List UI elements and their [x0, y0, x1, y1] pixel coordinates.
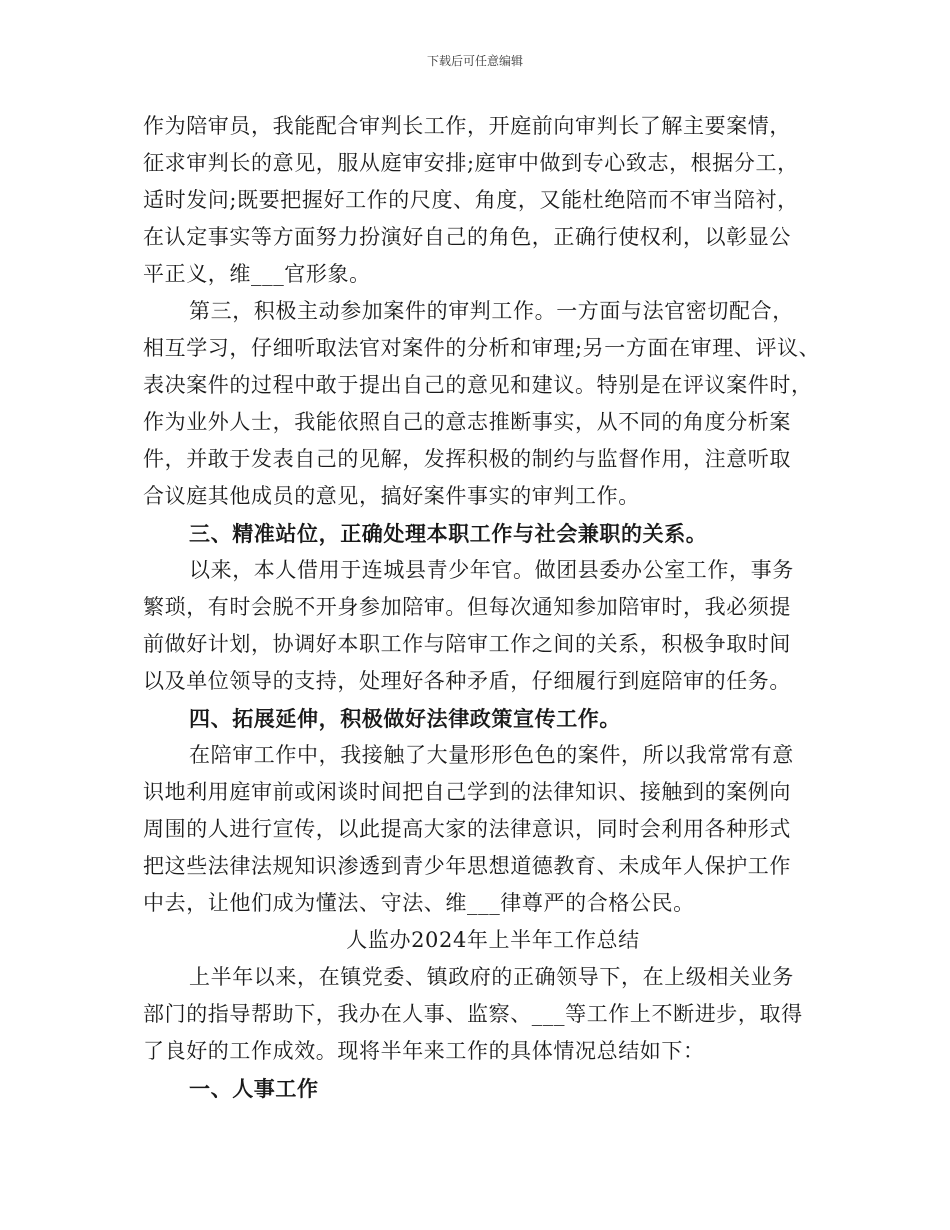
paragraph-line: 以及单位领导的支持，处理好各种矛盾，仔细履行到庭陪审的任务。: [143, 669, 791, 693]
paragraph-line: 适时发问;既要把握好工作的尺度、角度，又能杜绝陪而不审当陪衬，: [143, 188, 799, 212]
paragraph-line: 征求审判长的意见，服从庭审安排;庭审中做到专心致志，根据分工，: [143, 151, 799, 175]
paragraph-line: 中去，让他们成为懂法、守法、维___律尊严的合格公民。: [143, 891, 695, 915]
paragraph-line: 作为业外人士，我能依照自己的意志推断事实，从不同的角度分析案: [143, 410, 791, 434]
paragraph-line: 周围的人进行宣传，以此提高大家的法律意识，同时会利用各种形式: [143, 817, 791, 841]
paragraph-line: 以来，本人借用于连城县青少年官。做团县委办公室工作，事务: [189, 558, 794, 582]
paragraph-line: 表决案件的过程中敢于提出自己的意见和建议。特别是在评议案件时，: [143, 373, 813, 397]
section-heading: 一、人事工作: [189, 1076, 319, 1101]
paragraph-line: 在陪审工作中，我接触了大量形形色色的案件，所以我常常有意: [189, 743, 794, 767]
paragraph-line: 繁琐，有时会脱不开身参加陪审。但每次通知参加陪审时，我必须提: [143, 595, 791, 619]
paragraph-line: 相互学习，仔细听取法官对案件的分析和审理;另一方面在审理、评议、: [143, 336, 821, 360]
paragraph-line: 平正义，维___官形象。: [143, 262, 371, 286]
paragraph-line: 合议庭其他成员的意见，搞好案件事实的审判工作。: [143, 484, 640, 508]
paragraph-line: 部门的指导帮助下，我办在人事、监察、___等工作上不断进步，取得: [143, 1002, 803, 1026]
paragraph-line: 前做好计划，协调好本职工作与陪审工作之间的关系，积极争取时间: [143, 632, 791, 656]
paragraph-line: 上半年以来，在镇党委、镇政府的正确领导下，在上级相关业务: [189, 965, 794, 989]
paragraph-line: 在认定事实等方面努力扮演好自己的角色，正确行使权利，以彰显公: [143, 225, 791, 249]
page-header-note: 下载后可任意编辑: [426, 54, 523, 68]
paragraph-line: 第三，积极主动参加案件的审判工作。一方面与法官密切配合，: [189, 299, 794, 323]
section-heading: 四、拓展延伸，积极做好法律政策宣传工作。: [189, 706, 621, 731]
paragraph-line: 了良好的工作成效。现将半年来工作的具体情况总结如下：: [143, 1039, 705, 1063]
paragraph-line: 识地利用庭审前或闲谈时间把自己学到的法律知识、接触到的案例向: [143, 780, 791, 804]
document-title: 人监办2024年上半年工作总结: [346, 928, 640, 952]
paragraph-line: 件，并敢于发表自己的见解，发挥积极的制约与监督作用，注意听取: [143, 447, 791, 471]
paragraph-line: 作为陪审员，我能配合审判长工作，开庭前向审判长了解主要案情，: [143, 114, 791, 138]
paragraph-line: 把这些法律法规知识渗透到青少年思想道德教育、未成年人保护工作: [143, 854, 791, 878]
section-heading: 三、精准站位，正确处理本职工作与社会兼职的关系。: [189, 521, 708, 546]
document-body: [143, 108, 843, 1107]
